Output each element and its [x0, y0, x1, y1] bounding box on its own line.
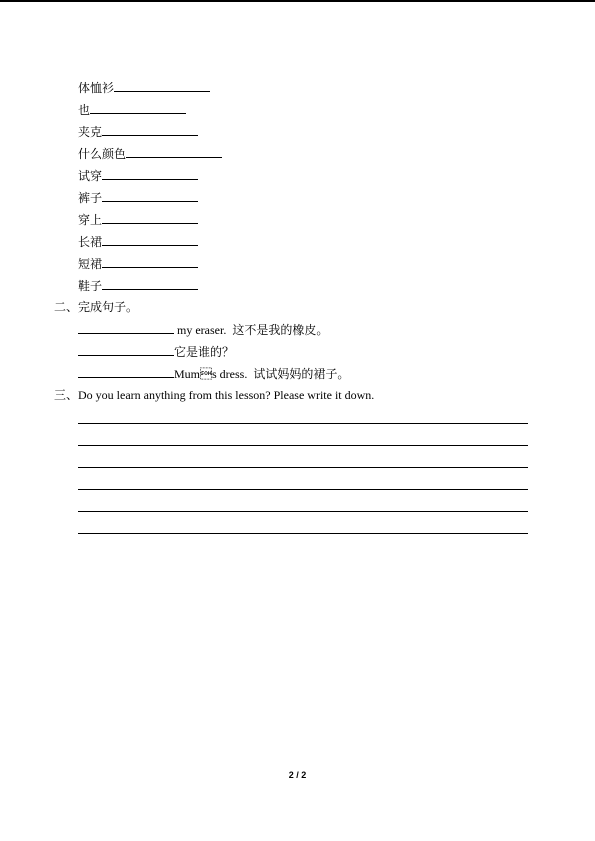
writing-line[interactable] — [78, 489, 528, 490]
answer-blank[interactable] — [102, 278, 198, 290]
section-heading: 二、完成句子。 — [54, 300, 139, 314]
answer-blank[interactable] — [102, 256, 198, 268]
answer-blank[interactable] — [102, 212, 198, 224]
vocab-item: 长裙 — [78, 234, 198, 249]
writing-line[interactable] — [78, 445, 528, 446]
answer-blank[interactable] — [126, 146, 222, 158]
page-number: 2 / 2 — [288, 770, 307, 780]
sentence-item: my eraser. 这不是我的橡皮。 — [78, 322, 328, 337]
writing-line[interactable] — [78, 533, 528, 534]
answer-blank[interactable] — [102, 124, 198, 136]
answer-blank[interactable] — [102, 168, 198, 180]
vocab-item: 短裙 — [78, 256, 198, 271]
answer-blank[interactable] — [90, 102, 186, 114]
writing-line[interactable] — [78, 423, 528, 424]
answer-blank[interactable] — [78, 344, 174, 356]
answer-blank[interactable] — [102, 234, 198, 246]
answer-blank[interactable] — [78, 366, 174, 378]
vocab-item: 试穿 — [78, 168, 198, 183]
top-rule — [0, 0, 595, 2]
vocab-item: 鞋子 — [78, 278, 198, 293]
vocab-item: 也 — [78, 102, 186, 117]
sentence-item: Mums dress. 试试妈妈的裙子。 — [78, 366, 349, 381]
answer-blank[interactable] — [114, 80, 210, 92]
answer-blank[interactable] — [78, 322, 174, 334]
vocab-item: 裤子 — [78, 190, 198, 205]
vocab-item: 什么颜色 — [78, 146, 222, 161]
answer-blank[interactable] — [102, 190, 198, 202]
vocab-item: 体恤衫 — [78, 80, 210, 95]
writing-line[interactable] — [78, 467, 528, 468]
vocab-item: 穿上 — [78, 212, 198, 227]
writing-line[interactable] — [78, 511, 528, 512]
vocab-item: 夹克 — [78, 124, 198, 139]
sentence-item: 它是谁的？ — [78, 344, 234, 359]
section-heading: 三、Do you learn anything from this lesson? Please write it down. — [54, 388, 375, 402]
